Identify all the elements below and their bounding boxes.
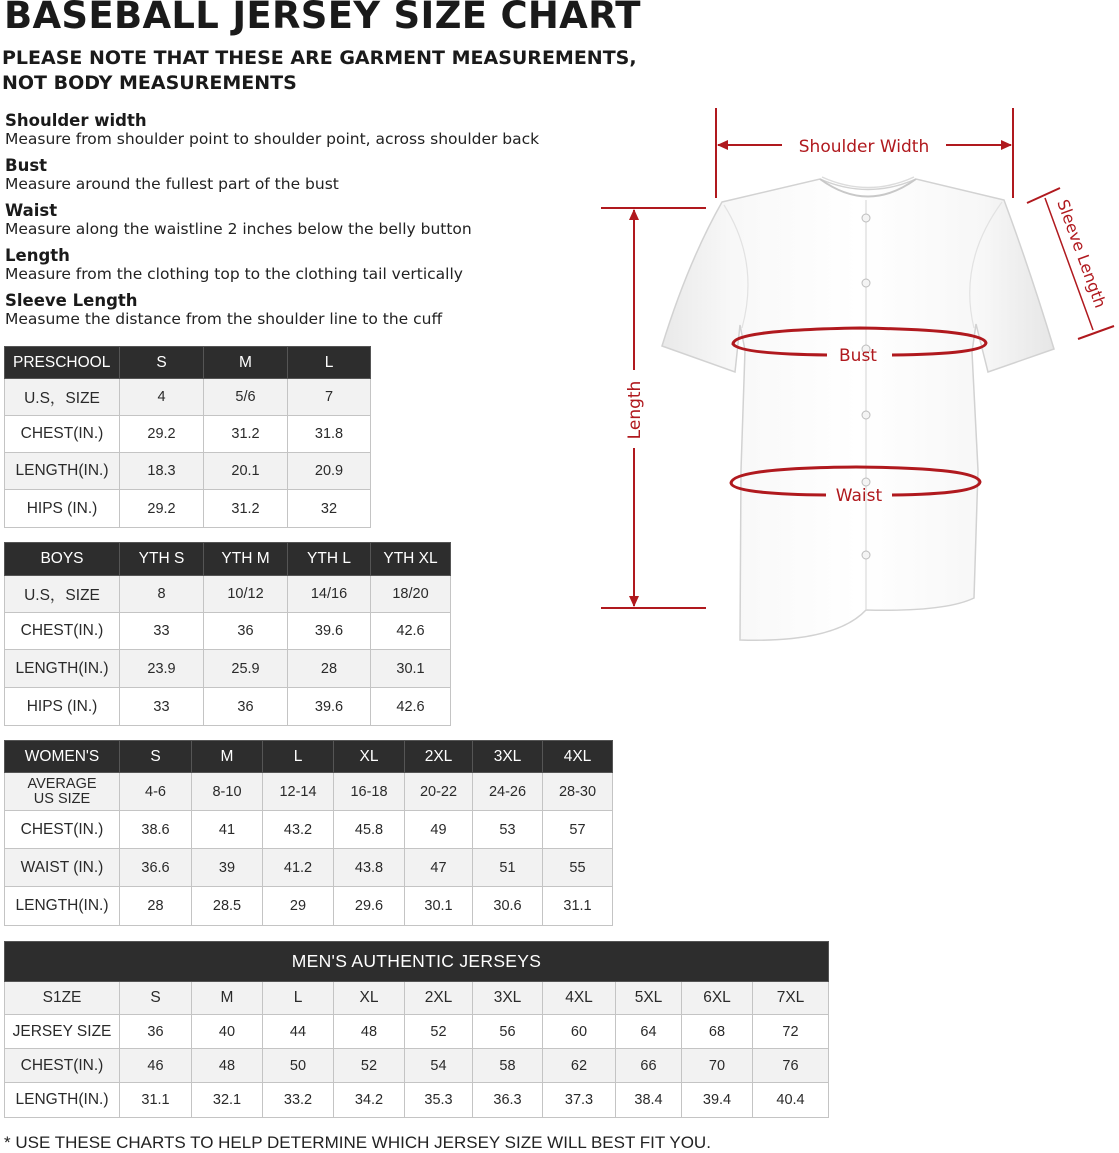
boys-size-table bbox=[4, 542, 451, 726]
table-cell: 37.3 bbox=[543, 1083, 616, 1118]
table-row bbox=[5, 1015, 829, 1049]
table-cell: 40 bbox=[192, 1015, 263, 1049]
table-cell: 20.9 bbox=[288, 453, 371, 490]
table-cell: 28 bbox=[120, 887, 192, 926]
table-row bbox=[5, 887, 613, 926]
definition-shoulder-width bbox=[5, 112, 605, 157]
table-header-cell: 4XL bbox=[543, 741, 613, 773]
table-banner-row bbox=[5, 942, 829, 982]
table-cell: 42.6 bbox=[371, 688, 451, 726]
table-cell: 44 bbox=[263, 1015, 334, 1049]
table-header-cell: L bbox=[288, 347, 371, 379]
table-cell: 66 bbox=[616, 1049, 682, 1083]
table-header-cell: WOMEN'S bbox=[5, 741, 120, 773]
definition-term: Length bbox=[5, 246, 70, 265]
table-header-cell: YTH L bbox=[288, 543, 371, 576]
definition-bust bbox=[5, 157, 605, 202]
table-cell: 39 bbox=[192, 849, 263, 887]
definition-term: Bust bbox=[5, 156, 48, 175]
subtitle-line-1: PLEASE NOTE THAT THESE ARE GARMENT MEASUREMENTS, bbox=[2, 47, 637, 69]
table-header-cell: M bbox=[204, 347, 288, 379]
row-label-line-1: AVERAGE bbox=[27, 775, 97, 792]
table-cell: 36 bbox=[204, 613, 288, 650]
table-cell: 14/16 bbox=[288, 576, 371, 613]
table-cell: 4 bbox=[120, 379, 204, 416]
table-row bbox=[5, 773, 613, 811]
shoulder-width-label: Shoulder Width bbox=[798, 137, 930, 157]
table-row bbox=[5, 490, 371, 528]
table-cell: 57 bbox=[543, 811, 613, 849]
table-cell: 5/6 bbox=[204, 379, 288, 416]
row-label: CHEST(IN.) bbox=[5, 811, 120, 849]
definition-description: Measure from the clothing top to the clothing tail vertically bbox=[5, 265, 463, 283]
table-cell: 29.2 bbox=[120, 416, 204, 453]
measurement-definitions bbox=[5, 112, 605, 337]
waist-label: Waist bbox=[835, 486, 883, 506]
table-cell: 31.8 bbox=[288, 416, 371, 453]
definition-description: Measume the distance from the shoulder line to the cuff bbox=[5, 310, 443, 328]
table-cell: 43.2 bbox=[263, 811, 334, 849]
table-cell: 16-18 bbox=[334, 773, 405, 811]
table-cell: 48 bbox=[334, 1015, 405, 1049]
table-cell: 48 bbox=[192, 1049, 263, 1083]
table-cell: 24-26 bbox=[473, 773, 543, 811]
table-cell: 76 bbox=[753, 1049, 829, 1083]
table-row bbox=[5, 811, 613, 849]
table-cell: 53 bbox=[473, 811, 543, 849]
table-cell: 31.2 bbox=[204, 490, 288, 528]
table-cell: 60 bbox=[543, 1015, 616, 1049]
table-cell: 49 bbox=[405, 811, 473, 849]
sleeve-length-label: Sleeve Length bbox=[1053, 196, 1111, 311]
row-label: S1ZE bbox=[5, 982, 120, 1015]
table-row bbox=[5, 688, 451, 726]
table-cell: 3XL bbox=[473, 982, 543, 1015]
table-cell: 30.1 bbox=[371, 650, 451, 688]
table-cell: 30.6 bbox=[473, 887, 543, 926]
table-header-cell: S bbox=[120, 741, 192, 773]
table-cell: 4XL bbox=[543, 982, 616, 1015]
table-cell: 28-30 bbox=[543, 773, 613, 811]
table-cell: 40.4 bbox=[753, 1083, 829, 1118]
table-cell: 50 bbox=[263, 1049, 334, 1083]
womens-size-table bbox=[4, 740, 613, 926]
table-cell: 29 bbox=[263, 887, 334, 926]
definition-term: Sleeve Length bbox=[5, 291, 138, 310]
table-row bbox=[5, 650, 451, 688]
table-row bbox=[5, 849, 613, 887]
row-label: LENGTH(IN.) bbox=[5, 887, 120, 926]
table-cell: XL bbox=[334, 982, 405, 1015]
table-header-cell: YTH S bbox=[120, 543, 204, 576]
table-cell: 36.3 bbox=[473, 1083, 543, 1118]
table-header-cell: M bbox=[192, 741, 263, 773]
table-banner: MEN'S AUTHENTIC JERSEYS bbox=[5, 942, 829, 982]
table-header-cell: L bbox=[263, 741, 334, 773]
table-cell: 51 bbox=[473, 849, 543, 887]
row-label: LENGTH(IN.) bbox=[5, 1083, 120, 1118]
definition-term: Waist bbox=[5, 201, 58, 220]
definition-description: Measure from shoulder point to shoulder point, across shoulder back bbox=[5, 130, 540, 148]
table-cell: 46 bbox=[120, 1049, 192, 1083]
table-row bbox=[5, 982, 829, 1015]
row-label: LENGTH(IN.) bbox=[5, 453, 120, 490]
table-cell: 28 bbox=[288, 650, 371, 688]
table-cell: 12-14 bbox=[263, 773, 334, 811]
table-cell: 33 bbox=[120, 613, 204, 650]
row-label: HIPS (IN.) bbox=[5, 490, 120, 528]
definition-waist bbox=[5, 202, 605, 247]
table-cell: 29.2 bbox=[120, 490, 204, 528]
table-cell: 2XL bbox=[405, 982, 473, 1015]
table-cell: 18/20 bbox=[371, 576, 451, 613]
table-row bbox=[5, 416, 371, 453]
table-header-cell: YTH XL bbox=[371, 543, 451, 576]
subtitle-line-2: NOT BODY MEASUREMENTS bbox=[2, 72, 297, 94]
table-header-cell: 3XL bbox=[473, 741, 543, 773]
table-cell: 25.9 bbox=[204, 650, 288, 688]
table-cell: 34.2 bbox=[334, 1083, 405, 1118]
table-header-cell: 2XL bbox=[405, 741, 473, 773]
table-row bbox=[5, 379, 371, 416]
table-cell: 56 bbox=[473, 1015, 543, 1049]
table-cell: 54 bbox=[405, 1049, 473, 1083]
row-label: U.S，SIZE bbox=[5, 379, 120, 416]
table-cell: 58 bbox=[473, 1049, 543, 1083]
definition-length bbox=[5, 247, 605, 292]
table-cell: 32 bbox=[288, 490, 371, 528]
table-cell: 35.3 bbox=[405, 1083, 473, 1118]
table-row bbox=[5, 453, 371, 490]
table-cell: 31.1 bbox=[543, 887, 613, 926]
table-cell: 52 bbox=[405, 1015, 473, 1049]
table-cell: 33.2 bbox=[263, 1083, 334, 1118]
table-cell: 36 bbox=[204, 688, 288, 726]
definition-description: Measure around the fullest part of the bust bbox=[5, 175, 339, 193]
table-cell: 20-22 bbox=[405, 773, 473, 811]
table-row bbox=[5, 613, 451, 650]
table-row bbox=[5, 1049, 829, 1083]
table-cell: 36.6 bbox=[120, 849, 192, 887]
table-header-cell: BOYS bbox=[5, 543, 120, 576]
preschool-size-table bbox=[4, 346, 371, 528]
table-cell: 6XL bbox=[682, 982, 753, 1015]
table-cell: 52 bbox=[334, 1049, 405, 1083]
definition-term: Shoulder width bbox=[5, 111, 147, 130]
table-cell: 55 bbox=[543, 849, 613, 887]
table-cell: 45.8 bbox=[334, 811, 405, 849]
table-cell: 28.5 bbox=[192, 887, 263, 926]
table-cell: 68 bbox=[682, 1015, 753, 1049]
table-cell: 4-6 bbox=[120, 773, 192, 811]
table-header-cell: S bbox=[120, 347, 204, 379]
table-cell: 31.1 bbox=[120, 1083, 192, 1118]
table-cell: 39.4 bbox=[682, 1083, 753, 1118]
table-cell: 7 bbox=[288, 379, 371, 416]
table-header-row bbox=[5, 741, 613, 773]
table-cell: 8 bbox=[120, 576, 204, 613]
table-cell: 36 bbox=[120, 1015, 192, 1049]
table-cell: 8-10 bbox=[192, 773, 263, 811]
table-cell: 38.6 bbox=[120, 811, 192, 849]
table-cell: 38.4 bbox=[616, 1083, 682, 1118]
row-label: CHEST(IN.) bbox=[5, 613, 120, 650]
table-cell: 20.1 bbox=[204, 453, 288, 490]
table-header-cell: YTH M bbox=[204, 543, 288, 576]
table-cell: 43.8 bbox=[334, 849, 405, 887]
definition-description: Measure along the waistline 2 inches below the belly button bbox=[5, 220, 472, 238]
table-cell: 31.2 bbox=[204, 416, 288, 453]
table-header-cell: PRESCHOOL bbox=[5, 347, 120, 379]
table-cell: 39.6 bbox=[288, 688, 371, 726]
row-label: JERSEY SIZE bbox=[5, 1015, 120, 1049]
table-cell: 70 bbox=[682, 1049, 753, 1083]
row-label: CHEST(IN.) bbox=[5, 1049, 120, 1083]
definition-sleeve-length bbox=[5, 292, 605, 337]
table-cell: 72 bbox=[753, 1015, 829, 1049]
length-label: Length bbox=[625, 380, 645, 440]
table-cell: 62 bbox=[543, 1049, 616, 1083]
table-cell: M bbox=[192, 982, 263, 1015]
row-label-line-2: US SIZE bbox=[33, 790, 91, 807]
table-header-cell: XL bbox=[334, 741, 405, 773]
mens-size-table bbox=[4, 941, 829, 1118]
jersey-measurement-diagram bbox=[595, 100, 1119, 660]
row-label: LENGTH(IN.) bbox=[5, 650, 120, 688]
table-cell: 29.6 bbox=[334, 887, 405, 926]
table-cell: L bbox=[263, 982, 334, 1015]
table-header-row bbox=[5, 543, 451, 576]
table-cell: 47 bbox=[405, 849, 473, 887]
row-label bbox=[5, 773, 120, 811]
table-cell: 18.3 bbox=[120, 453, 204, 490]
bust-label: Bust bbox=[839, 346, 877, 366]
table-cell: 7XL bbox=[753, 982, 829, 1015]
table-cell: 64 bbox=[616, 1015, 682, 1049]
row-label: U.S，SIZE bbox=[5, 576, 120, 613]
row-label: WAIST (IN.) bbox=[5, 849, 120, 887]
table-cell: 30.1 bbox=[405, 887, 473, 926]
row-label: HIPS (IN.) bbox=[5, 688, 120, 726]
table-cell: 42.6 bbox=[371, 613, 451, 650]
page-title: BASEBALL JERSEY SIZE CHART bbox=[4, 0, 641, 37]
table-cell: 41.2 bbox=[263, 849, 334, 887]
table-cell: 5XL bbox=[616, 982, 682, 1015]
table-cell: 33 bbox=[120, 688, 204, 726]
table-cell: 41 bbox=[192, 811, 263, 849]
table-cell: 23.9 bbox=[120, 650, 204, 688]
table-cell: 39.6 bbox=[288, 613, 371, 650]
footnote: * USE THESE CHARTS TO HELP DETERMINE WHICH JERSEY SIZE WILL BEST FIT YOU. bbox=[4, 1133, 711, 1152]
page-subtitle bbox=[2, 46, 637, 96]
table-cell: S bbox=[120, 982, 192, 1015]
table-row bbox=[5, 1083, 829, 1118]
table-cell: 32.1 bbox=[192, 1083, 263, 1118]
table-row bbox=[5, 576, 451, 613]
row-label: CHEST(IN.) bbox=[5, 416, 120, 453]
jersey-icon bbox=[662, 177, 1054, 640]
table-cell: 10/12 bbox=[204, 576, 288, 613]
table-header-row bbox=[5, 347, 371, 379]
